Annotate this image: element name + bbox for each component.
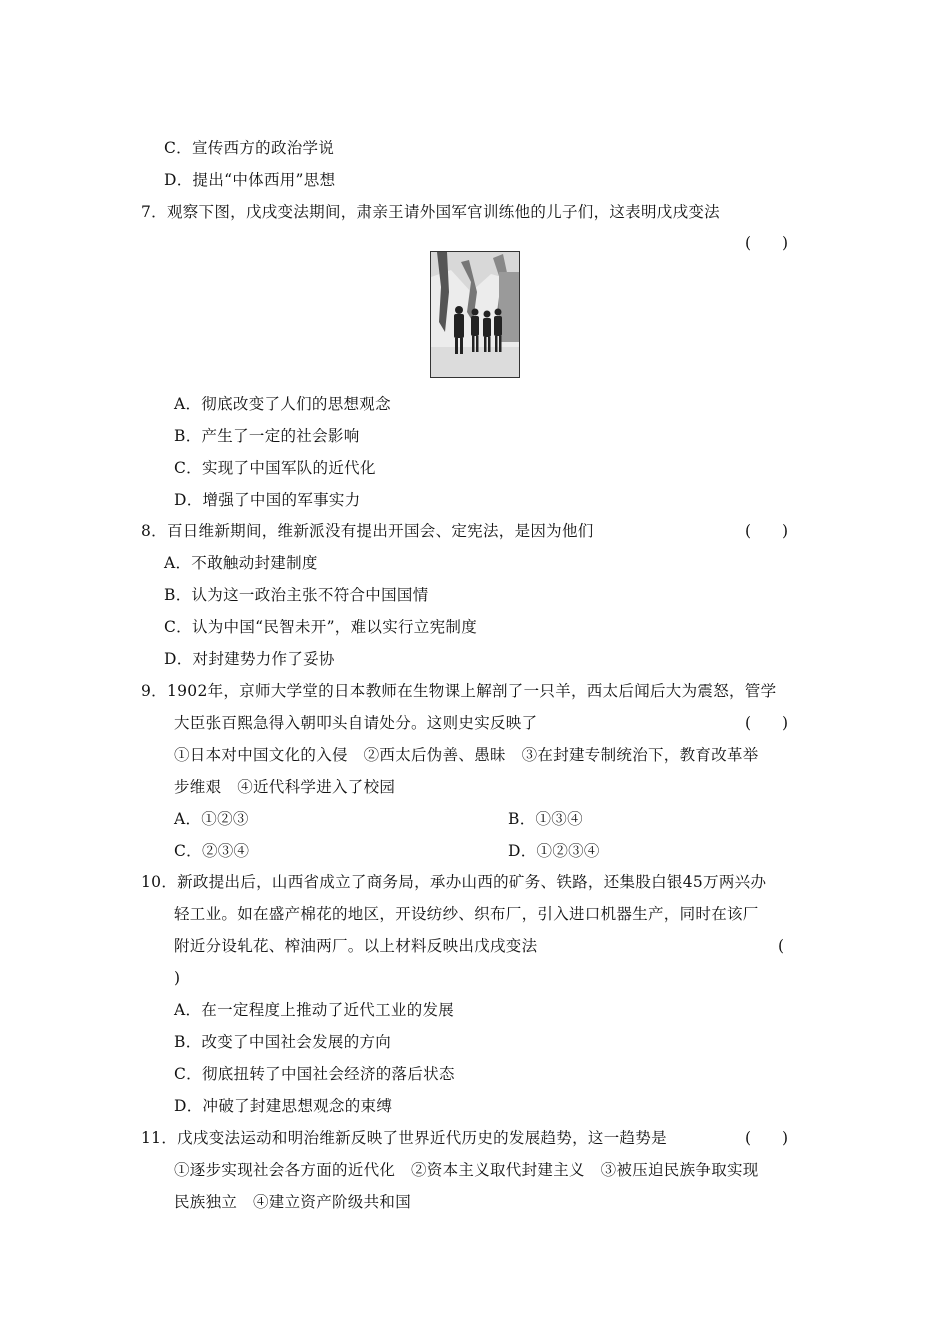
q9-option-d: D．①②③④ xyxy=(508,842,600,860)
q9-items-line-1: ①日本对中国文化的入侵 ②西太后伪善、愚昧 ③在封建专制统治下，教育改革举 xyxy=(174,746,759,764)
q9-answer-paren: ( ) xyxy=(745,714,789,732)
q10-stem-line-1: 10．新政提出后，山西省成立了商务局，承办山西的矿务、铁路，还集股白银45万两兴办 xyxy=(141,873,767,891)
q7-option-d: D．增强了中国的军事实力 xyxy=(174,491,361,509)
q10-option-a: A．在一定程度上推动了近代工业的发展 xyxy=(174,1001,455,1019)
q10-answer-paren-close: ) xyxy=(174,969,181,987)
q7-photo xyxy=(430,251,520,378)
q8-option-b: B．认为这一政治主张不符合中国国情 xyxy=(164,586,429,604)
q6-option-d: D．提出“中体西用”思想 xyxy=(164,171,336,189)
q6-option-c: C．宣传西方的政治学说 xyxy=(164,139,335,157)
q8-option-d: D．对封建势力作了妥协 xyxy=(164,650,335,668)
q8-answer-paren: ( ) xyxy=(745,522,789,540)
q8-option-c: C．认为中国“民智未开”，难以实行立宪制度 xyxy=(164,618,478,636)
q11-items-line-1: ①逐步实现社会各方面的近代化 ②资本主义取代封建主义 ③被压迫民族争取实现 xyxy=(174,1161,759,1179)
q10-option-b: B．改变了中国社会发展的方向 xyxy=(174,1033,392,1051)
q9-option-a: A．①②③ xyxy=(174,810,249,828)
q7-option-a: A．彻底改变了人们的思想观念 xyxy=(174,395,391,413)
q10-option-c: C．彻底扭转了中国社会经济的落后状态 xyxy=(174,1065,455,1083)
q9-option-b: B．①③④ xyxy=(508,810,583,828)
q10-stem-line-2: 轻工业。如在盛产棉花的地区，开设纺纱、织布厂，引入进口机器生产，同时在该厂 xyxy=(174,905,759,923)
q9-items-line-2: 步维艰 ④近代科学进入了校园 xyxy=(174,778,396,796)
q10-stem-line-3: 附近分设轧花、榨油两厂。以上材料反映出戊戌变法 xyxy=(174,937,538,955)
q9-option-c: C．②③④ xyxy=(174,842,250,860)
q10-option-d: D．冲破了封建思想观念的束缚 xyxy=(174,1097,393,1115)
q9-stem-line-1: 9．1902年，京师大学堂的日本教师在生物课上解剖了一只羊，西太后闻后大为震怒，管学 xyxy=(141,682,777,700)
q7-option-c: C．实现了中国军队的近代化 xyxy=(174,459,376,477)
q11-items-line-2: 民族独立 ④建立资产阶级共和国 xyxy=(174,1193,412,1211)
q7-stem: 7．观察下图，戊戌变法期间，肃亲王请外国军官训练他的儿子们，这表明戊戌变法 xyxy=(141,203,720,221)
q8-stem: 8．百日维新期间，维新派没有提出开国会、定宪法，是因为他们 xyxy=(141,522,594,540)
q11-answer-paren: ( ) xyxy=(745,1129,789,1147)
q9-stem-line-2: 大臣张百熙急得入朝叩头自请处分。这则史实反映了 xyxy=(174,714,538,732)
q11-stem: 11．戊戌变法运动和明治维新反映了世界近代历史的发展趋势，这一趋势是 xyxy=(141,1129,667,1147)
q7-option-b: B．产生了一定的社会影响 xyxy=(174,427,360,445)
q7-answer-paren: ( ) xyxy=(745,234,789,252)
q10-answer-paren-open: ( xyxy=(778,937,785,955)
q8-option-a: A．不敢触动封建制度 xyxy=(164,554,318,572)
